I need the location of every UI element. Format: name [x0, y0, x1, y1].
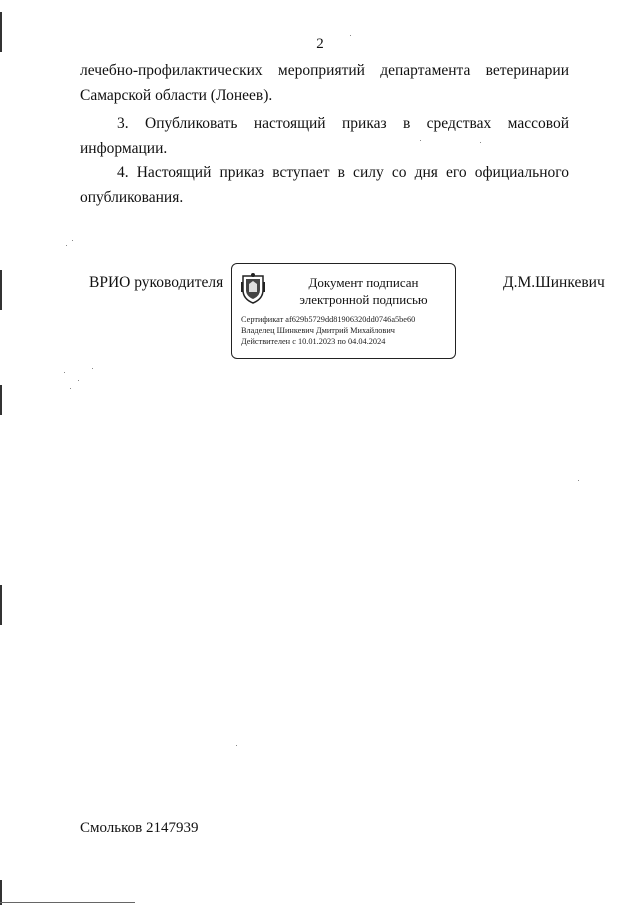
page-number: 2 — [316, 36, 324, 52]
scan-speck — [70, 388, 71, 389]
paragraph-line: лечебно-профилактических мероприятий департамента ветеринарии — [80, 62, 569, 79]
paragraph-item-3 — [80, 111, 569, 161]
paragraph-line: Самарской области (Лонеев). — [80, 87, 273, 104]
stamp-title-line: Документ подписан — [308, 275, 419, 290]
paragraph-line: опубликования. — [80, 189, 184, 206]
stamp-title-line: электронной подписью — [299, 292, 428, 307]
stamp-validity: Действителен с 10.01.2023 по 04.04.2024 — [241, 337, 386, 346]
scan-speck — [92, 368, 93, 369]
scan-speck — [578, 480, 579, 481]
signatory-position: ВРИО руководителя — [89, 274, 224, 291]
electronic-signature-stamp — [231, 263, 456, 359]
scan-speck — [72, 240, 73, 241]
scan-edge-mark — [0, 585, 2, 625]
scan-speck — [66, 245, 67, 246]
executor-info: Смольков 2147939 — [80, 820, 199, 836]
scan-edge-mark — [0, 385, 2, 415]
stamp-certificate: Сертификат af629b5729dd81906320dd0746a5be60 — [241, 315, 416, 324]
scan-edge-line — [0, 902, 135, 903]
scan-speck — [78, 380, 79, 381]
scan-edge-mark — [0, 270, 2, 310]
paragraph-item-4 — [80, 160, 569, 210]
stamp-title — [276, 274, 451, 308]
signatory-name: Д.М.Шинкевич — [503, 274, 605, 291]
paragraph-line: информации. — [80, 140, 168, 157]
coat-of-arms-icon — [240, 272, 266, 304]
paragraph-line: 3. Опубликовать настоящий приказ в средствах массовой — [117, 115, 569, 132]
paragraph-continuation — [80, 58, 569, 108]
paragraph-line: 4. Настоящий приказ вступает в силу со дня его официального — [117, 164, 569, 181]
scan-speck — [236, 745, 237, 746]
stamp-owner: Владелец Шинкевич Дмитрий Михайлович — [241, 326, 395, 335]
scan-speck — [64, 372, 65, 373]
